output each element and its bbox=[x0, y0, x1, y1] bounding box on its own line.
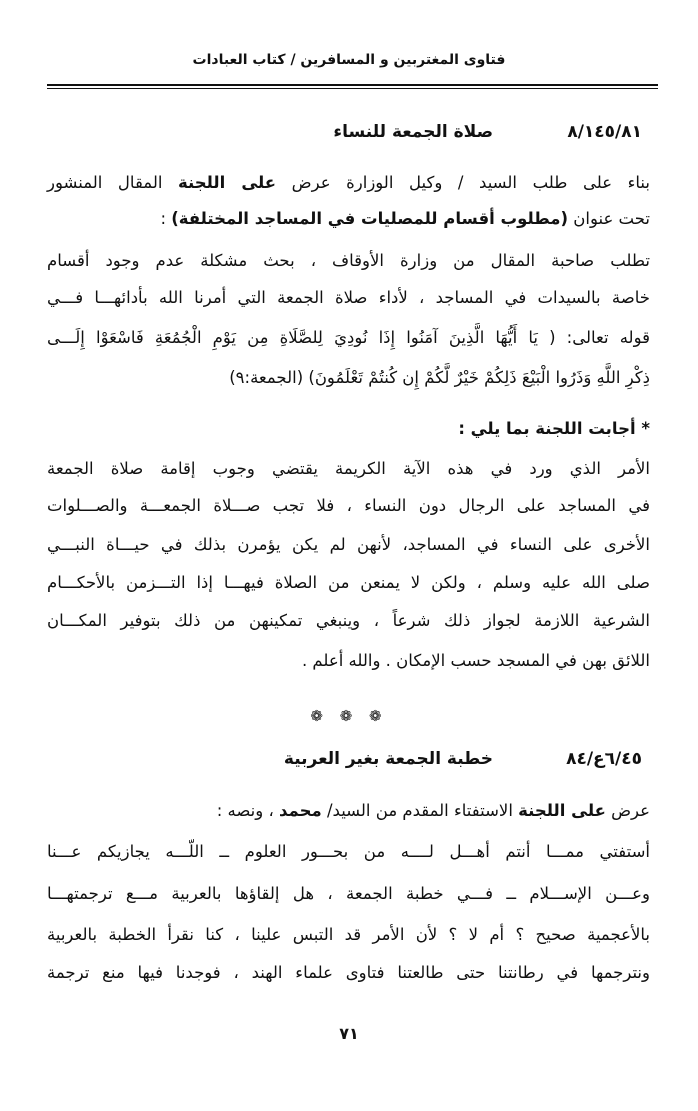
header-rule bbox=[47, 84, 658, 86]
body-line: خاصة بالسيدات في المساجد ، لأداء صلاة الجمعة التي أمرنا الله بأدائهـــا فـــي bbox=[47, 288, 650, 307]
page-number: ٧١ bbox=[339, 1024, 359, 1043]
fatwa-title: خطبة الجمعة بغير العربية bbox=[283, 749, 493, 769]
text-span: تحت عنوان bbox=[568, 209, 650, 228]
quran-verse-line: قوله تعالى: ( يَا أَيُّهَا الَّذِينَ آمَنُوا إِذَا نُودِيَ لِلصَّلَاةِ مِن يَوْمِ الْجُمُعَةِ فَاسْعَوْا إِلَـــى bbox=[47, 328, 650, 347]
body-line bbox=[47, 793, 650, 829]
quran-verse-line: ذِكْرِ اللَّهِ وَذَرُوا الْبَيْعَ ذَلِكُمْ خَيْرٌ لَّكُمْ إِن كُنتُمْ تَعْلَمُونَ) (الجمعة:٩) bbox=[229, 368, 650, 387]
body-line bbox=[47, 165, 650, 201]
running-header: فتاوى المغتربين و المسافرين / كتاب العبادات bbox=[192, 52, 506, 68]
answer-line: في المساجد على الرجال دون النساء ، فلا تجب صـــلاة الجمعـــة والصـــلوات bbox=[47, 496, 650, 515]
fatwa-number: ٦/٤٥ع/٨٤ bbox=[566, 749, 642, 769]
text-span: المقال المنشور bbox=[47, 173, 179, 192]
answer-line: اللائق بهن في المسجد حسب الإمكان . والله أعلم . bbox=[301, 651, 650, 670]
answer-line: الشرعية اللازمة لجواز ذلك شرعاً ، وينبغي تمكينهن من ذلك بتوفير المكـــان bbox=[47, 611, 650, 630]
body-line: وعـــن الإســـلام ــ فـــي خطبة الجمعة ، هل إلقاؤها بالعربية مـــع ترجمتهـــا bbox=[47, 884, 650, 903]
bold-text: (مطلوب أقسام للمصليات في المساجد المختلفة) bbox=[171, 209, 569, 228]
fatwa-title: صلاة الجمعة للنساء bbox=[333, 122, 493, 142]
header-rule-thin bbox=[47, 88, 658, 89]
text-span: ، ونصه : bbox=[216, 801, 280, 820]
body-line: ونترجمها في رطانتنا حتى طالعتنا فتاوى علماء الهند ، فوجدنا فيها منع ترجمة bbox=[47, 963, 650, 982]
answer-heading: * أجابت اللجنة بما يلي : bbox=[458, 419, 650, 438]
answer-line: صلى الله عليه وسلم ، ولكن لا يمنعن من الصلاة فيهـــا إذا التـــزمن بالأحكـــام bbox=[47, 573, 650, 592]
answer-line: الأخرى على النساء في المساجد، لأنهن لم يكن يؤمرن بذلك في حيـــاة النبـــي bbox=[47, 535, 650, 554]
text-span: بناء على طلب السيد / وكيل الوزارة عرض bbox=[276, 173, 650, 192]
answer-line: الأمر الذي ورد في هذه الآية الكريمة يقتضي وجوب إقامة صلاة الجمعة bbox=[47, 459, 650, 478]
body-line bbox=[47, 201, 650, 237]
bold-text: على اللجنة bbox=[178, 173, 277, 192]
body-line: تطلب صاحبة المقال من وزارة الأوقاف ، بحث مشكلة عدم وجود أقسام bbox=[47, 251, 650, 270]
body-line: أستفتي ممـــا أنتم أهـــل لــــه من بحـــور العلوم ــ اللّـــه يجازيكم عـــنا bbox=[47, 842, 650, 861]
text-span: الاستفتاء المقدم من السيد/ bbox=[321, 801, 519, 820]
section-divider-ornaments: ❁ ❁ ❁ bbox=[310, 707, 388, 725]
fatwa-number: ٨/١٤٥/٨١ bbox=[567, 122, 642, 142]
body-line: بالأعجمية صحيح ؟ أم لا ؟ لأن الأمر قد التبس علينا ، كنا نقرأ الخطبة بالعربية bbox=[47, 925, 650, 944]
bold-text: على اللجنة bbox=[518, 801, 606, 820]
bold-text: محمد bbox=[279, 801, 322, 820]
text-span: : bbox=[160, 209, 172, 228]
text-span: عرض bbox=[605, 801, 650, 820]
